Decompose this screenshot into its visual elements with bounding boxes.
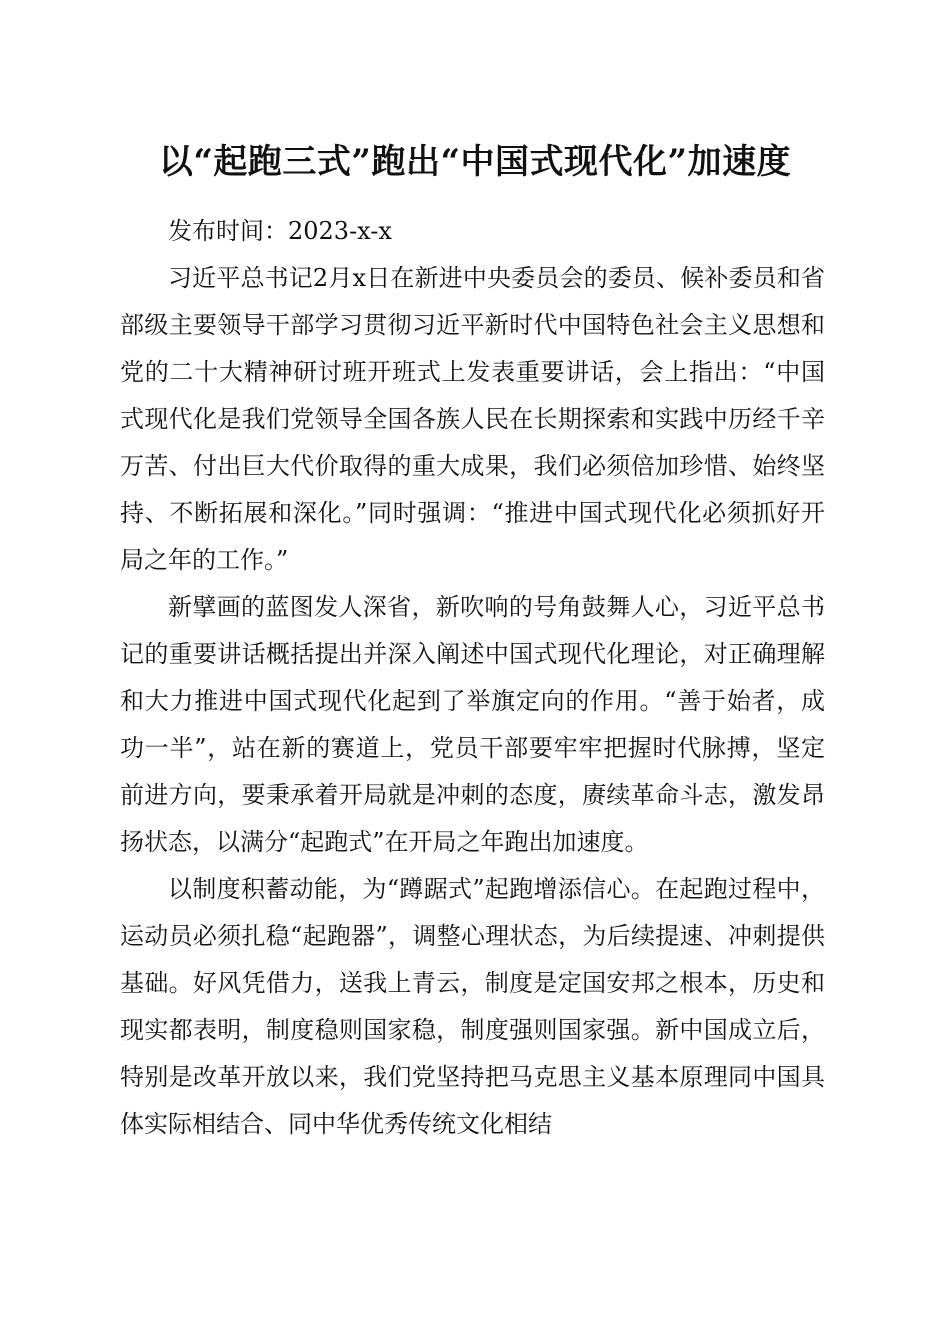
publish-date: 发布时间：2023-x-x [168, 217, 392, 245]
paragraph-2: 新擘画的蓝图发人深省，新吹响的号角鼓舞人心，习近平总书记的重要讲话概括提出并深入阐述中国式现代化理论，对正确理解和大力推进中国式现代化起到了举旗定向的作用。“善于始者，成功一半”，站在新的赛道上，党员干部要牢牢把握时代脉搏，坚定前进方向，要秉承着开局就是冲刺的态度，赓续革命斗志，激发昂扬状态，以满分“起跑式”在开局之年跑出加速度。 [120, 593, 825, 856]
document-body [120, 208, 825, 1148]
paragraph-1: 习近平总书记2月x日在新进中央委员会的委员、候补委员和省部级主要领导干部学习贯彻习近平新时代中国特色社会主义思想和党的二十大精神研讨班开班式上发表重要讲话，会上指出：“中国式现代化是我们党领导全国各族人民在长期探索和实践中历经千辛万苦、付出巨大代价取得的重大成果，我们必须倍加珍惜、始终坚持、不断拓展和深化。”同时强调：“推进中国式现代化必须抓好开局之年的工作。” [120, 264, 825, 574]
paragraph-3: 以制度积蓄动能，为“蹲踞式”起跑增添信心。在起跑过程中，运动员必须扎稳“起跑器”，调整心理状态，为后续提速、冲刺提供基础。好风凭借力，送我上青云，制度是定国安邦之根本，历史和现实都表明，制度稳则国家稳，制度强则国家强。新中国成立后，特别是改革开放以来，我们党坚持把马克思主义基本原理同中国具体实际相结合、同中华优秀传统文化相结 [120, 875, 825, 1138]
document-title: 以“起跑三式”跑出“中国式现代化”加速度 [158, 142, 792, 182]
